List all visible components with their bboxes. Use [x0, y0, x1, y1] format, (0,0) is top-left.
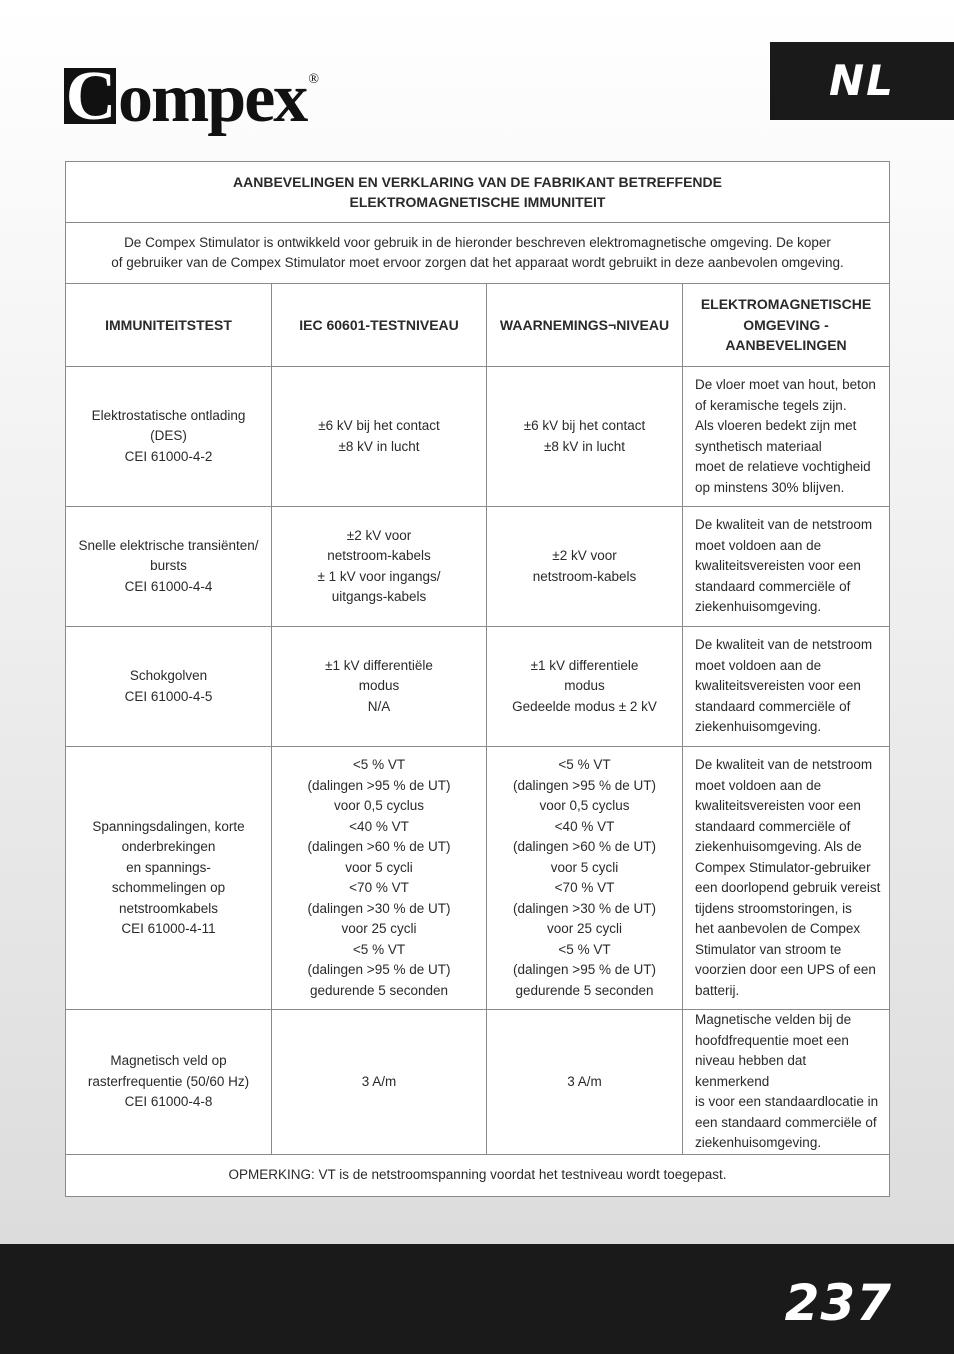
- cell-test: Spanningsdalingen, korte onderbrekingen en spannings- schommelingen op netstroomkabels CEI 61000-4-11: [66, 747, 272, 1010]
- registered-mark: ®: [308, 72, 319, 87]
- cell-test: Snelle elektrische transiënten/ bursts CEI 61000-4-4: [66, 507, 272, 627]
- cell-guidance: Magnetische velden bij de hoofdfrequentie moet een niveau hebben dat kenmerkend is voor een standaardlocatie in een standaard commerciële of ziekenhuisomgeving.: [683, 1010, 890, 1155]
- page-number: 237: [784, 1274, 892, 1332]
- cell-test: Elektrostatische ontlading (DES) CEI 61000-4-2: [66, 367, 272, 507]
- footer-bar: [0, 1244, 954, 1354]
- cell-compliance-level: <5 % VT (dalingen >95 % de UT) voor 0,5 cyclus <40 % VT (dalingen >60 % de UT) voor 5 cycli <70 % VT (dalingen >30 % de UT) voor 25 cycli <5 % VT (dalingen >95 % de UT) gedurende 5 seconden: [487, 747, 683, 1010]
- column-header-test: IMMUNITEITSTEST: [66, 284, 272, 367]
- compex-logo: [64, 40, 319, 139]
- cell-guidance: De vloer moet van hout, beton of keramische tegels zijn. Als vloeren bedekt zijn met synthetisch materiaal moet de relatieve vochtigheid op minstens 30% blijven.: [683, 367, 890, 507]
- column-header-iec-level: IEC 60601-TESTNIVEAU: [272, 284, 487, 367]
- cell-guidance: De kwaliteit van de netstroom moet voldoen aan de kwaliteitsvereisten voor een standaard commerciële of ziekenhuisomgeving. Als de Compex Stimulator-gebruiker een doorlopend gebruik vereist tijdens stroomstoringen, is het aanbevolen de Compex Stimulator van stroom te voorzien door een UPS of een batterij.: [683, 747, 890, 1010]
- cell-guidance: De kwaliteit van de netstroom moet voldoen aan de kwaliteitsvereisten voor een standaard commerciële of ziekenhuisomgeving.: [683, 627, 890, 747]
- language-tab: NL: [770, 42, 954, 120]
- immunity-table: [65, 161, 890, 1197]
- cell-compliance-level: ±2 kV voor netstroom-kabels: [487, 507, 683, 627]
- cell-iec-level: ±6 kV bij het contact ±8 kV in lucht: [272, 367, 487, 507]
- cell-compliance-level: 3 A/m: [487, 1010, 683, 1155]
- cell-iec-level: ±2 kV voor netstroom-kabels ± 1 kV voor ingangs/ uitgangs-kabels: [272, 507, 487, 627]
- table-row: [66, 1010, 890, 1155]
- table-row: [66, 367, 890, 507]
- cell-compliance-level: ±1 kV differentiele modus Gedeelde modus ± 2 kV: [487, 627, 683, 747]
- cell-test: Magnetisch veld op rasterfrequentie (50/60 Hz) CEI 61000-4-8: [66, 1010, 272, 1155]
- table-row: [66, 747, 890, 1010]
- cell-compliance-level: ±6 kV bij het contact ±8 kV in lucht: [487, 367, 683, 507]
- table-note: OPMERKING: VT is de netstroomspanning voordat het testniveau wordt toegepast.: [66, 1154, 890, 1196]
- column-header-compliance-level: WAARNEMINGS¬NIVEAU: [487, 284, 683, 367]
- logo-initial: C: [65, 58, 115, 135]
- header-row: [66, 284, 890, 367]
- table-intro: De Compex Stimulator is ontwikkeld voor gebruik in de hieronder beschreven elektromagnetische omgeving. De koper of gebruiker van de Compex Stimulator moet ervoor zorgen dat het apparaat wordt gebruikt in deze aanbevolen omgeving.: [66, 223, 890, 284]
- cell-guidance: De kwaliteit van de netstroom moet voldoen aan de kwaliteitsvereisten voor een standaard commerciële of ziekenhuisomgeving.: [683, 507, 890, 627]
- table-row: [66, 507, 890, 627]
- cell-iec-level: ±1 kV differentiële modus N/A: [272, 627, 487, 747]
- cell-test: Schokgolven CEI 61000-4-5: [66, 627, 272, 747]
- column-header-guidance: ELEKTROMAGNETISCHE OMGEVING - AANBEVELINGEN: [683, 284, 890, 367]
- cell-iec-level: 3 A/m: [272, 1010, 487, 1155]
- table-row: [66, 627, 890, 747]
- table-title: AANBEVELINGEN EN VERKLARING VAN DE FABRIKANT BETREFFENDE ELEKTROMAGNETISCHE IMMUNITEIT: [66, 162, 890, 223]
- logo-wordmark: ompex: [118, 60, 307, 137]
- cell-iec-level: <5 % VT (dalingen >95 % de UT) voor 0,5 cyclus <40 % VT (dalingen >60 % de UT) voor 5 cycli <70 % VT (dalingen >30 % de UT) voor 25 cycli <5 % VT (dalingen >95 % de UT) gedurende 5 seconden: [272, 747, 487, 1010]
